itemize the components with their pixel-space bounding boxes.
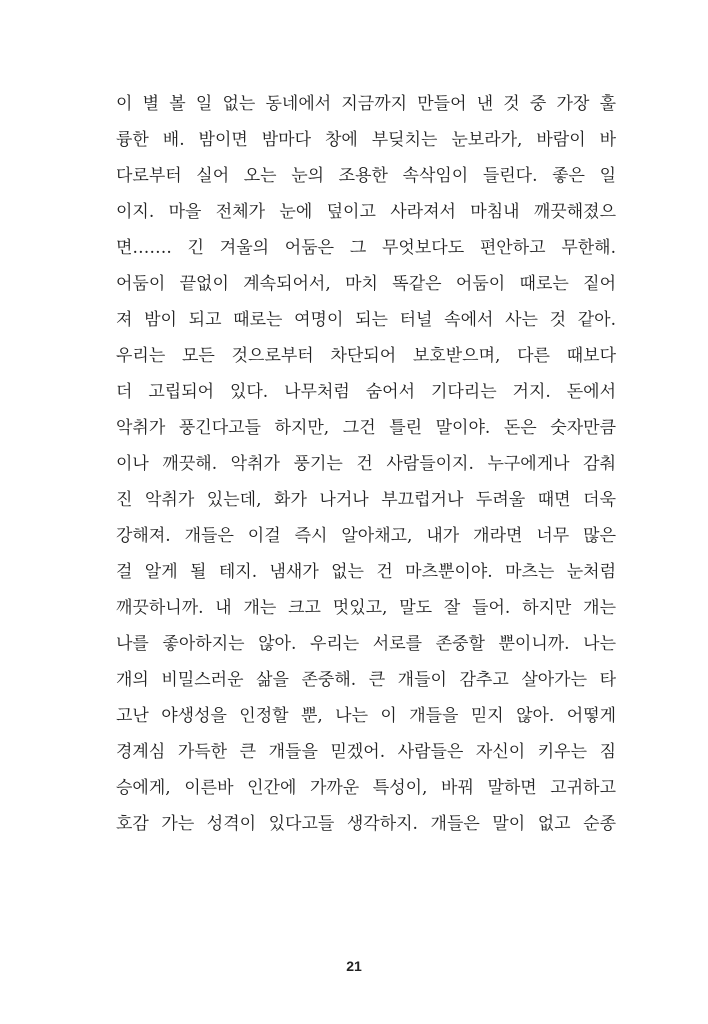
text-line: 강해져. 개들은 이걸 즉시 알아채고, 내가 개라면 너무 많은 — [116, 526, 616, 546]
text-line: 더 고립되어 있다. 나무처럼 숨어서 기다리는 거지. 돈에서 — [116, 382, 616, 402]
text-line: 걸 알게 될 테지. 냄새가 없는 건 마츠뿐이야. 마츠는 눈처럼 — [116, 562, 616, 582]
text-line: 승에게, 이른바 인간에 가까운 특성이, 바꿔 말하면 고귀하고 — [116, 778, 616, 798]
text-line: 이지. 마을 전체가 눈에 덮이고 사라져서 마침내 깨끗해졌으 — [116, 202, 616, 222]
text-line: 다로부터 실어 오는 눈의 조용한 속삭임이 들린다. 좋은 일 — [116, 166, 616, 186]
body-text — [116, 86, 616, 842]
text-line: 개의 비밀스러운 삶을 존중해. 큰 개들이 감추고 살아가는 타 — [116, 670, 616, 690]
page-number: 21 — [346, 958, 362, 974]
text-line: 나를 좋아하지는 않아. 우리는 서로를 존중할 뿐이니까. 나는 — [116, 634, 616, 654]
text-line: 진 악취가 있는데, 화가 나거나 부끄럽거나 두려울 때면 더욱 — [116, 490, 616, 510]
text-line: 져 밤이 되고 때로는 여명이 되는 터널 속에서 사는 것 같아. — [116, 310, 616, 330]
text-line: 호감 가는 성격이 있다고들 생각하지. 개들은 말이 없고 순종 — [116, 814, 616, 834]
text-line: 우리는 모든 것으로부터 차단되어 보호받으며, 다른 때보다 — [116, 346, 616, 366]
text-line: 이 별 볼 일 없는 동네에서 지금까지 만들어 낸 것 중 가장 훌 — [116, 94, 616, 114]
text-line: 고난 야생성을 인정할 뿐, 나는 이 개들을 믿지 않아. 어떻게 — [116, 706, 616, 726]
text-line: 깨끗하니까. 내 개는 크고 멋있고, 말도 잘 들어. 하지만 개는 — [116, 598, 616, 618]
text-line: 이나 깨끗해. 악취가 풍기는 건 사람들이지. 누구에게나 감춰 — [116, 454, 616, 474]
text-line: 면……. 긴 겨울의 어둠은 그 무엇보다도 편안하고 무한해. — [116, 238, 616, 258]
text-line: 악취가 풍긴다고들 하지만, 그건 틀린 말이야. 돈은 숫자만큼 — [116, 418, 616, 438]
text-line: 경계심 가득한 큰 개들을 믿겠어. 사람들은 자신이 키우는 짐 — [116, 742, 616, 762]
text-line: 륭한 배. 밤이면 밤마다 창에 부딪치는 눈보라가, 바람이 바 — [116, 130, 616, 150]
text-line: 어둠이 끝없이 계속되어서, 마치 똑같은 어둠이 때로는 짙어 — [116, 274, 616, 294]
